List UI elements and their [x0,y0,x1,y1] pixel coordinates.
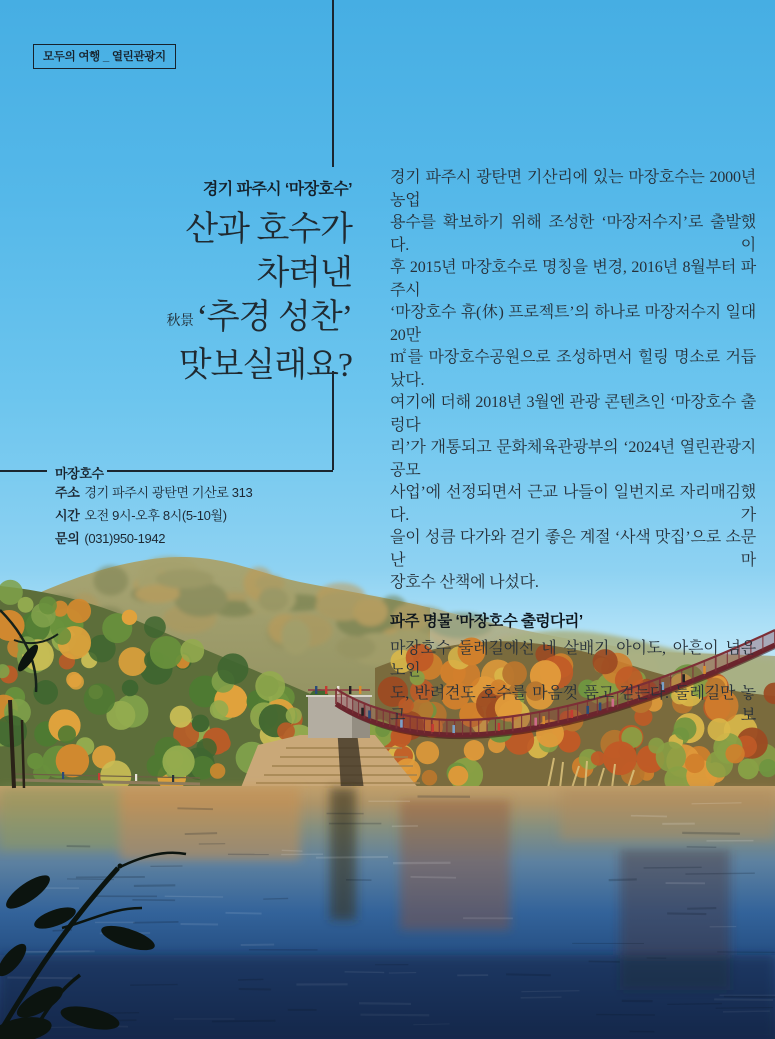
body-line: 리’가 개통되고 문화체육관광부의 ‘2024년 열린관광지 공모 [390,439,756,479]
info-label: 시간 [55,508,80,523]
divider-horizontal-right [107,470,333,472]
title-line: 맛보실래요? [178,347,352,384]
info-label: 문의 [55,531,80,546]
body-line: 후 2015년 마장호수로 명칭을 변경, 2016년 8월부터 파주시 [390,259,756,299]
headline-block [60,176,352,388]
body-line: ㎡를 마장호수공원으로 조성하면서 힐링 명소로 거듭났다. [390,349,756,389]
info-row [55,527,335,550]
info-value: 경기 파주시 광탄면 기산로 313 [84,485,253,500]
divider-vertical-top [332,0,334,167]
body-line: 장호수 산책에 나섰다. [390,574,539,591]
section-badge: 모두의 여행 _ 열린관광지 [33,44,176,69]
info-value: 오전 9시-오후 8시(5-10월) [84,508,227,523]
info-row [55,504,335,527]
subheading: 파주 명물 ‘마장호수 출렁다리’ [390,612,583,630]
title-line-text: ‘추경 성찬’ [196,299,352,336]
body-paragraph-1 [390,167,756,595]
article-column [390,167,756,728]
title-line: 차려낸 [256,255,352,292]
info-label: 주소 [55,485,80,500]
body-line: 경기 파주시 광탄면 기산리에 있는 마장호수는 2000년 농업 [390,169,756,209]
divider-horizontal-left [0,470,47,472]
info-title: 마장호수 [55,466,104,481]
body-line: ‘마장호수 휴(休) 프로젝트’의 하나로 마장저수지 일대 20만 [390,304,756,344]
hanja-annotation: 秋景 [166,314,194,329]
kicker: 경기 파주시 ‘마장호수’ [202,181,352,198]
info-row [55,481,335,504]
body-line: 을이 성큼 다가와 걷기 좋은 계절 ‘사색 맛집’으로 소문난 마 [390,529,756,569]
body-paragraph-2 [390,638,756,728]
page-title [60,208,352,388]
body-line: 마장호수 둘레길에선 네 살배기 아이도, 아흔이 넘은 노인 [390,639,756,679]
title-line: 산과 호수가 [185,211,352,248]
info-rows [55,481,335,550]
info-value: (031)950-1942 [84,531,166,546]
lake-water [0,786,775,1039]
body-line: 사업’에 선정되면서 근교 나들이 일번지로 자리매김했다. 가 [390,484,756,524]
body-line: 여기에 더해 2018년 3월엔 관광 콘텐츠인 ‘마장호수 출렁다 [390,394,756,434]
title-line [60,296,352,344]
body-line: 용수를 확보하기 위해 조성한 ‘마장저수지’로 출발했다. 이 [390,214,756,254]
body-line: 도, 반려견도 호수를 마음껏 품고 걷는다. 둘레길만 놓고 보 [390,684,756,724]
